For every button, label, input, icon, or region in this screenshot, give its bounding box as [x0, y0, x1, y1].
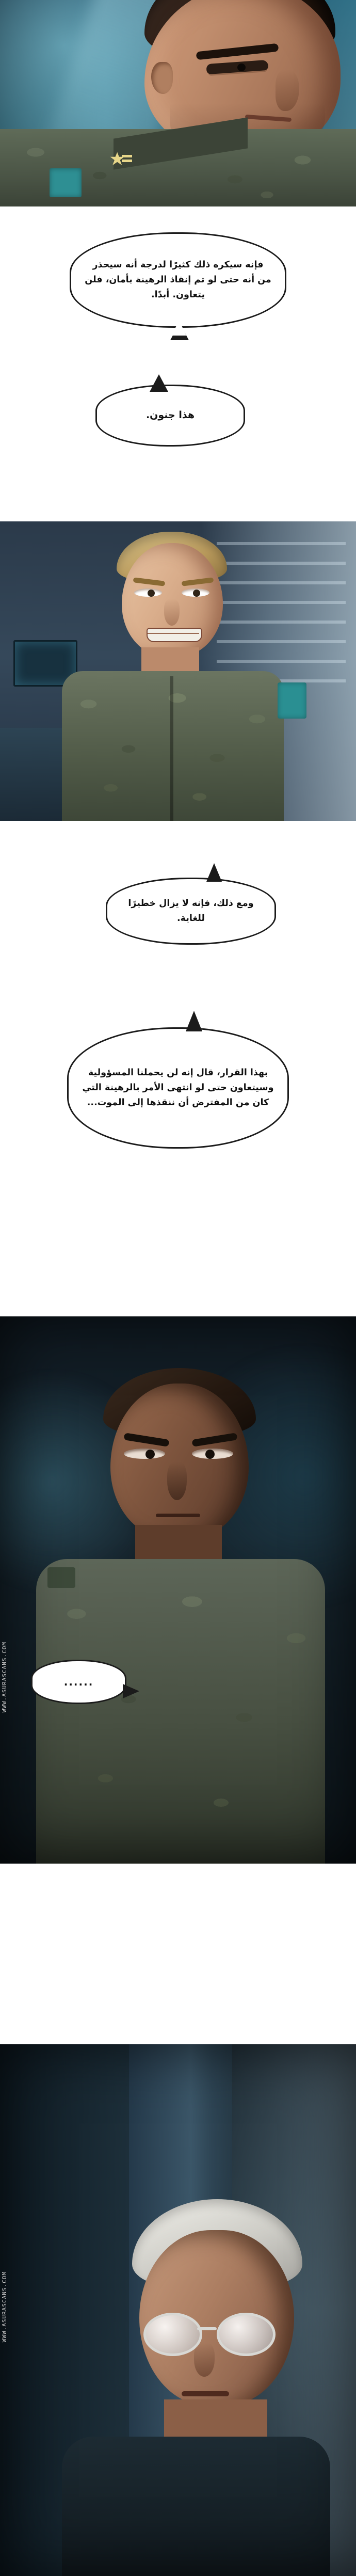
dark-soldier-panel — [0, 1316, 356, 1864]
old-man-glasses-panel — [0, 2044, 356, 2576]
uniform-placket — [170, 676, 173, 821]
teal-shoulder-patch — [278, 682, 306, 719]
watermark-left-panel-5: WWW.ASURASCANS.COM — [1, 1642, 8, 1713]
officer-ear — [151, 62, 173, 94]
speech-bubble-2-text: هذا جنون. — [145, 409, 195, 421]
panel-vignette — [0, 2044, 356, 2576]
speech-bubble-4 — [67, 1027, 289, 1149]
speech-bubble-2 — [95, 385, 245, 447]
speech-bubble-5-text: ...... — [63, 1675, 94, 1688]
officer-pupil — [237, 63, 246, 71]
blond-grin — [147, 628, 202, 642]
speech-bubble-1-text: فإنه سيكره ذلك كثيرًا لدرجة أنه سيحذر من أنه حتى لو تم إنقاذ الرهينة بأمان، فلن يتعاون. أبدًا. — [85, 260, 271, 300]
speech-bubble-2-tail — [150, 374, 168, 392]
speech-bubble-3 — [106, 878, 276, 945]
speech-bubble-1-tail-fill — [172, 320, 186, 336]
watermark-left-panel-6: WWW.ASURASCANS.COM — [1, 2271, 8, 2343]
blond-iris-right — [193, 590, 200, 597]
panel-vignette — [0, 1316, 356, 1864]
rank-insignia-icon — [109, 151, 133, 168]
speech-bubble-3-tail — [206, 863, 222, 882]
speech-bubble-1 — [70, 232, 286, 328]
teal-shoulder-patch — [50, 168, 82, 197]
speech-bubble-5-tail — [123, 1684, 139, 1698]
interior-blond-soldier-panel — [0, 521, 356, 821]
speech-bubble-3-text: ومع ذلك، فإنه لا يزال خطيرًا للغاية. — [128, 898, 254, 924]
speech-bubble-5 — [31, 1660, 126, 1704]
blond-nose — [164, 599, 180, 626]
officer-closeup-panel — [0, 0, 356, 206]
blond-teeth-line — [148, 633, 199, 634]
dialogue-gutter-panel-3 — [0, 1864, 356, 2044]
blond-iris-left — [148, 590, 155, 597]
speech-bubble-4-tail — [186, 1011, 202, 1031]
speech-bubble-4-text: بهذا القرار، قال إنه لن يحملنا المسؤولية وسيتعاون حتى لو انتهى الأمر بالرهينة التي كان من المفترض أن ننقذها إلى الموت... — [82, 1068, 274, 1108]
